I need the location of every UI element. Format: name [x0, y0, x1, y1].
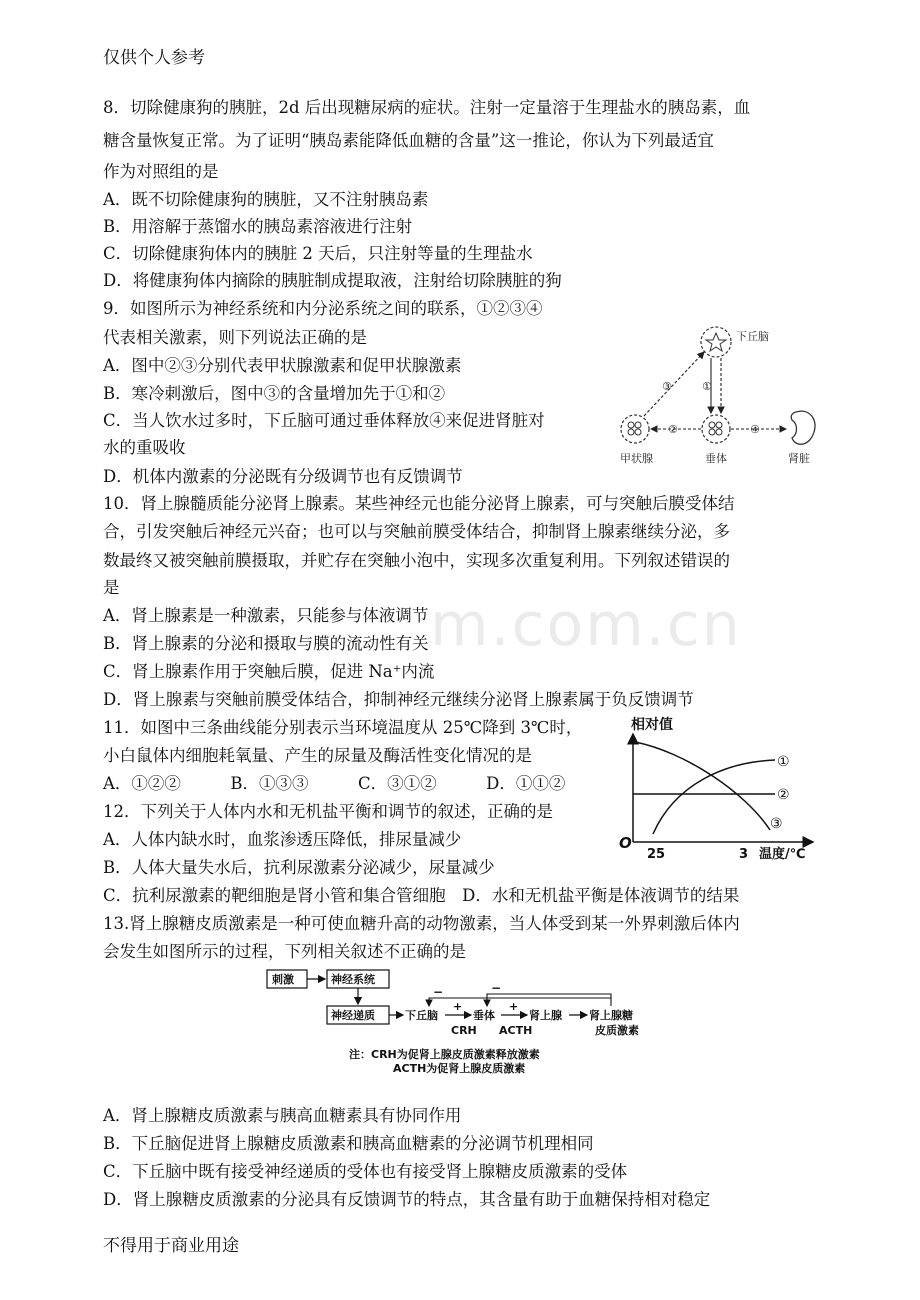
hypothalamus-label: 下丘脑 — [405, 1009, 438, 1022]
text-line: C．抗利尿激素的靶细胞是肾小管和集合管细胞 D．水和无机盐平衡是体液调节的结果 — [103, 886, 740, 905]
figure-hpa-axis — [265, 968, 645, 1092]
text-line: A．既不切除健康狗的胰脏，又不注射胰岛素 — [103, 190, 429, 209]
watermark: m.com.cn — [430, 590, 742, 660]
text-line: 是 — [103, 578, 120, 597]
text-line: 会发生如图所示的过程，下列相关叙述不正确的是 — [103, 942, 466, 961]
feedback-to-pituitary — [487, 994, 611, 1006]
text-line: B．下丘脑促进肾上腺糖皮质激素和胰高血糖素的分泌调节机理相同 — [103, 1134, 594, 1153]
plus-1: + — [453, 1000, 463, 1013]
plus-2: + — [509, 1000, 519, 1013]
text-line: 代表相关激素，则下列说法正确的是 — [103, 328, 367, 347]
x-end-label: 3 — [739, 847, 749, 862]
curve-1-label: ① — [777, 754, 790, 770]
note-line-2: ACTH为促肾上腺皮质激素 — [393, 1062, 526, 1075]
text-line: C．切除健康狗体内的胰脏 2 天后，只注射等量的生理盐水 — [103, 244, 533, 263]
hypothalamus-label: 下丘脑 — [736, 330, 769, 343]
adrenal-label: 肾上腺 — [529, 1009, 562, 1022]
thyroid-label: 甲状腺 — [620, 452, 653, 465]
text-line: C．肾上腺素作用于突触后膜，促进 Na⁺内流 — [103, 662, 435, 681]
transmitter-label: 神经递质 — [331, 1009, 375, 1022]
page-header: 仅供个人参考 — [103, 48, 205, 68]
kidney-icon — [791, 411, 815, 444]
text-line: B．肾上腺素的分泌和摄取与膜的流动性有关 — [103, 634, 429, 653]
text-line: A．人体内缺水时，血浆渗透压降低，排尿量减少 — [103, 830, 462, 849]
text-line: 9．如图所示为神经系统和内分泌系统之间的联系，①②③④ — [103, 299, 543, 318]
origin-label: O — [619, 834, 632, 852]
text-line: B．寒冷刺激后，图中③的含量增加先于①和② — [103, 384, 446, 403]
x-start-label: 25 — [647, 847, 666, 862]
curve-3 — [635, 742, 770, 830]
text-line: A．图中②③分别代表甲状腺激素和促甲状腺激素 — [103, 356, 462, 375]
kidney-label: 肾脏 — [788, 452, 810, 465]
pituitary-label: 垂体 — [705, 452, 727, 465]
text-line: 作为对照组的是 — [103, 162, 219, 181]
text-line: A．①②② B．①③③ C．③①② D．①①② — [103, 774, 566, 793]
text-line: 水的重吸收 — [103, 438, 186, 457]
text-line: 糖含量恢复正常。为了证明“胰岛素能降低血糖的含量”这一推论，你认为下列最适宜 — [103, 131, 714, 150]
stimulus-label: 刺激 — [272, 973, 294, 986]
note-line-1: 注：CRH为促肾上腺皮质激素释放激素 — [349, 1048, 540, 1061]
minus-2: − — [491, 981, 502, 995]
curve-3-label: ③ — [770, 816, 783, 832]
pituitary-label: 垂体 — [473, 1009, 495, 1022]
text-line: C．当人饮水过多时，下丘脑可通过垂体释放④来促进肾脏对 — [103, 411, 545, 430]
y-axis-label: 相对值 — [631, 717, 673, 733]
crh-label: CRH — [451, 1024, 477, 1037]
page-footer: 不得用于商业用途 — [103, 1236, 239, 1256]
text-line: 8．切除健康狗的胰脏，2d 后出现糖尿病的症状。注射一定量溶于生理盐水的胰岛素，血 — [103, 98, 751, 117]
text-line: A．肾上腺素是一种激素，只能参与体液调节 — [103, 606, 429, 625]
text-line: D．肾上腺糖皮质激素的分泌具有反馈调节的特点，其含量有助于血糖保持相对稳定 — [103, 1190, 711, 1209]
text-line: 10．肾上腺髓质能分泌肾上腺素。某些神经元也能分泌肾上腺素，可与突触后膜受体结 — [103, 494, 735, 513]
text-line: D．机体内激素的分泌既有分级调节也有反馈调节 — [103, 467, 463, 486]
text-line: D．将健康狗体内摘除的胰脏制成提取液，注射给切除胰脏的狗 — [103, 271, 562, 290]
glucocorticoid-label-2: 皮质激素 — [595, 1024, 639, 1037]
arrow-hormone-3 — [644, 352, 704, 416]
hormone-1-label: ① — [702, 380, 712, 393]
hormone-3-label: ③ — [662, 380, 672, 393]
text-line: C．下丘脑中既有接受神经递质的受体也有接受肾上腺糖皮质激素的受体 — [103, 1162, 628, 1181]
glucocorticoid-label-1: 肾上腺糖 — [589, 1009, 633, 1022]
text-line: 合，引发突触后神经元兴奋；也可以与突触前膜受体结合，抑制肾上腺素继续分泌，多 — [103, 522, 730, 541]
text-line: D．肾上腺素与突触前膜受体结合，抑制神经元继续分泌肾上腺素属于负反馈调节 — [103, 690, 694, 709]
hormone-4-label: ④ — [750, 423, 760, 436]
text-line: 13.肾上腺糖皮质激素是一种可使血糖升高的动物激素，当人体受到某一外界刺激后体内 — [103, 914, 740, 933]
nervous-system-label: 神经系统 — [331, 973, 375, 986]
acth-label: ACTH — [499, 1024, 533, 1037]
text-line: 12．下列关于人体内水和无机盐平衡和调节的叙述，正确的是 — [103, 802, 553, 821]
curve-1 — [653, 760, 775, 834]
text-line: 11．如图中三条曲线能分别表示当环境温度从 25℃降到 3℃时， — [103, 718, 583, 737]
curve-2-label: ② — [777, 787, 790, 803]
figure-curves — [615, 712, 820, 864]
hypothalamus-node — [701, 327, 731, 357]
text-line: B．人体大量失水后，抗利尿激素分泌减少，尿量减少 — [103, 858, 495, 877]
text-line: 小白鼠体内细胞耗氧量、产生的尿量及酶活性变化情况的是 — [103, 746, 532, 765]
text-line: B．用溶解于蒸馏水的胰岛素溶液进行注射 — [103, 217, 413, 236]
figure-neuroendocrine — [600, 312, 830, 470]
text-line: 数最终又被突触前膜摄取，并贮存在突触小泡中，实现多次重复利用。下列叙述错误的 — [103, 551, 730, 570]
pituitary-node — [702, 415, 730, 443]
thyroid-node — [621, 415, 649, 443]
text-line: A．肾上腺糖皮质激素与胰高血糖素具有协同作用 — [103, 1106, 462, 1125]
minus-1: − — [433, 985, 444, 999]
hormone-2-label: ② — [668, 423, 678, 436]
x-axis-label: 温度/℃ — [759, 847, 806, 862]
